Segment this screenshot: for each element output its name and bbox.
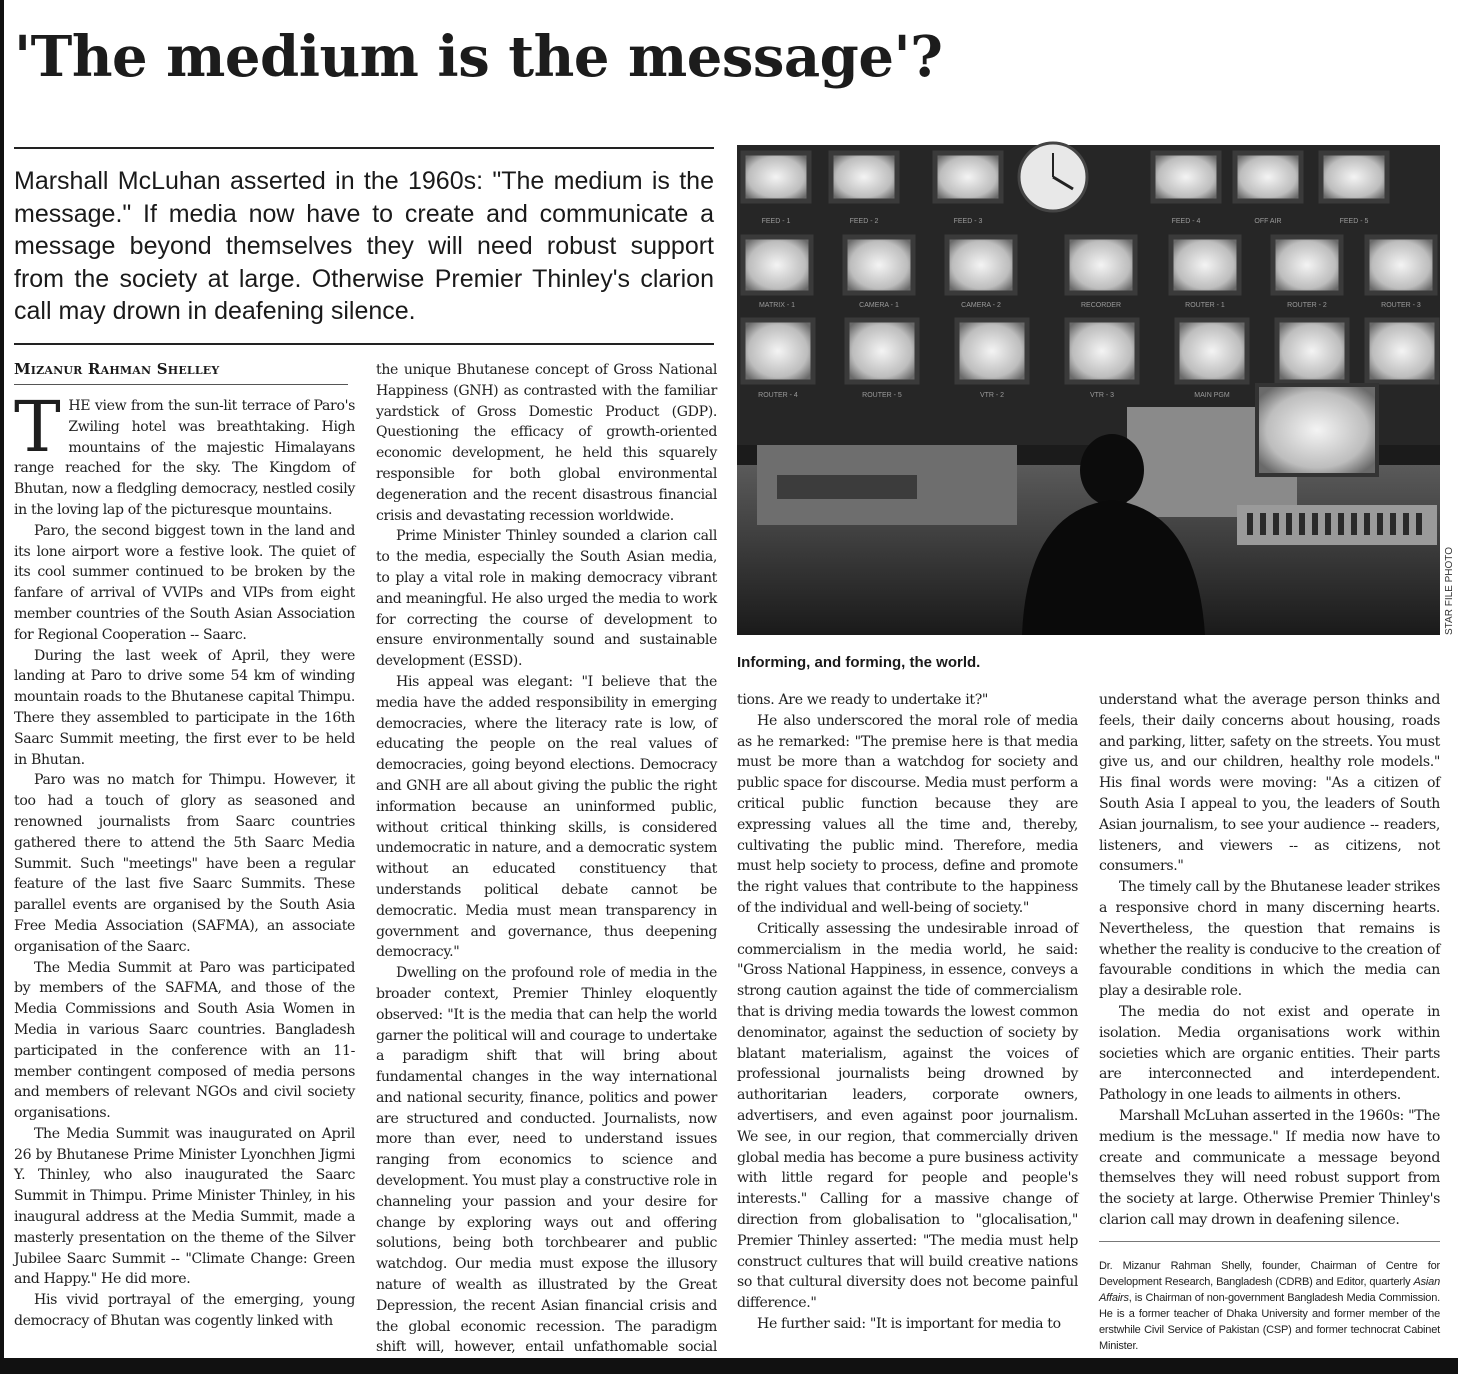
article-paragraph: Paro was no match for Thimpu. However, it too had a touch of glory as seasoned and renowned journalists from Saarc countries gathered there to attend the 5th Saarc Media Summit. Such "meetings" have been a regular feature of the last five Saarc Summits. These parallel events are organised by the South Asia Free Media Association (SAFMA), an associate organisation of the Saarc. [14,772,355,955]
tv-monitor [935,153,1001,201]
mixer-fader [1325,513,1331,535]
article-paragraph: The media do not exist and operate in isolation. Media organisations work within societies which are organic entities. Their parts are interconnected and interdependent. Pathology in one leads to ailments in others. [1099,1003,1440,1104]
photo-caption: Informing, and forming, the world. [737,654,981,671]
photo-credit: STAR FILE PHOTO [1444,547,1455,635]
tv-monitor [947,237,1015,293]
monitor-label: ROUTER - 2 [1287,302,1327,309]
tv-monitor [1321,153,1387,201]
mixer-fader [1390,513,1396,535]
article-paragraph: Prime Minister Thinley sounded a clarion call to the media, especially the South Asian media, to play a vital role in making democracy vibrant and meaningful. He also urged the media to work for correcting the course of development to ensure environmentally sound and sustainable development (ESSD). [376,528,717,670]
tv-monitor [831,153,897,201]
monitor-label: MAIN PGM [1194,392,1230,399]
tv-monitor [743,320,813,382]
article-paragraph: He also underscored the moral role of media as he remarked: "The premise here is that media must be more than a watchdog for society and public space for discourse. Media must perform a critical public function because they are expressing values all the time and, thereby, cultivating the public mind. Therefore, media must help society to process, define and promote the right values that contribute to the happiness of the individual and well-being of society." [737,712,1078,916]
article-paragraph: understand what the average person thinks and feels, their daily concerns about housing, roads and parking, litter, safety on the streets. You must give us, and our children, healthy role models." His final words were moving: "As a citizen of South Asia I appeal to you, the leaders of South Asian journalism, to see your audience -- readers, listeners, and viewers -- as citizens, not consumers." [1099,692,1440,875]
bio-rule [1099,1241,1440,1242]
standfirst: Marshall McLuhan asserted in the 1960s: "The medium is the message." If media now have to create and communicate a message beyond themselves they will need robust support from the society at large. Otherwise Premier Thinley's clarion call may drown in deafening silence. [14,167,714,325]
article-column-3 [737,690,1078,1358]
article-paragraph: Dwelling on the profound role of media in the broader context, Premier Thinley eloquently observed: "It is the media that can help the world garner the political will and courage to undertake a paradigm shift that will bring about fundamental changes in the way international and national security, finance, politics and power are structured and conducted. Journalists, now more than ever, need to understand issues ranging from economics to science and development. You must play a constructive role in channeling your passion and your desire for change by exploring ways out and offering solutions, being both torchbearer and public watchdog. Our media must expose the illusory nature of wealth as illustrated by the Great Depression, the recent Asian financial crisis and the global economic recession. The paradigm shift will, however, entail unfathomable social [376,965,717,1356]
mixer-fader [1364,513,1370,535]
monitor-label: ROUTER - 1 [1185,302,1225,309]
mixer-fader [1338,513,1344,535]
tv-monitor [1153,153,1219,201]
page-border [0,0,4,1358]
tv-monitor [1367,237,1435,293]
monitor-label: RECORDER [1080,302,1122,309]
monitor-label: VTR - 3 [1089,392,1115,399]
author-bio: Dr. Mizanur Rahman Shelly, founder, Chairman of Centre for Development Research, Bangladesh (CDRB) and Editor, quarterly Asian Affairs, is Chairman of non-government Bangladesh Media Commission. He is a former teacher of Dhaka University and former member of the erstwhile Civil Service of Pakistan (CSP) and former technocrat Cabinet Minister. [1099,1260,1440,1352]
tv-monitor [1235,153,1301,201]
tv-monitor [1177,320,1247,382]
tv-monitor [1367,320,1437,382]
mixer-fader [1247,513,1253,535]
article-paragraph: tions. Are we ready to undertake it?" [737,692,989,708]
article-paragraph: The Media Summit at Paro was participated by members of the SAFMA, and those of the Media Commissions and South Asia Women in Media in various Saarc countries. Bangladesh participated in the conference with an 11-member contingent composed of media persons and members of relevant NGOs and civil society organisations. [14,959,355,1122]
article-column-4 [1099,690,1440,1230]
mixer-fader [1416,513,1422,535]
article-paragraph: the unique Bhutanese concept of Gross National Happiness (GNH) as contrasted with the familiar yardstick of Gross Domestic Product (GDP). Questioning the efficacy of growth-oriented economic development, he held this squarely responsible for both global environmental degeneration and the recent disastrous financial crisis and devastating recession worldwide. [376,362,717,524]
article-paragraph: Paro, the second biggest town in the land and its lone airport wore a festive look. The quiet of its cool summer continued to be broken by the fanfare of arrival of VVIPs and VIPs from eight member countries of the South Asian Association for Regional Cooperation -- Saarc. [14,522,355,643]
tv-monitor [847,320,917,382]
byline: Mizanur Rahman Shelley [14,360,220,378]
mixer-fader [1260,513,1266,535]
article-paragraph: THE view from the sun-lit terrace of Paro's Zwiling hotel was breathtaking. High mountains of the majestic Himalayans range reached for the sky. The Kingdom of Bhutan, now a fledgling democracy, nestled cosily in the loving lap of the picturesque mountains. [14,386,355,518]
monitor-label: ROUTER - 4 [758,392,798,399]
mixer-fader [1351,513,1357,535]
mixer-fader [1299,513,1305,535]
monitor-label: ROUTER - 3 [1381,302,1421,309]
monitor-label: CAMERA - 1 [859,302,899,309]
article-paragraph: The timely call by the Bhutanese leader strikes a responsive chord in many discerning hearts. Nevertheless, the question that remains is whether the reality is conducive to the creation of favourable conditions in which the media can play a desirable role. [1099,879,1440,1000]
mixer-fader [1403,513,1409,535]
monitor-label: MATRIX - 1 [758,302,796,309]
divider [14,343,714,345]
page-bottom-bar [0,1358,1458,1374]
article-paragraph: Critically assessing the undesirable inroad of commercialism in the media world, he said: "Gross National Happiness, in essence, conveys a strong caution against the tide of commercialism that is driving media towards the lowest common denominator, against the seduction of society by blatant materialism, against the voices of professional journalists being drowned by authoritarian leaders, corporate owners, advertisers, and even against poor journalism. We see, in our region, that commercially driven global media has become a pure business activity with little regard for people and people's interests." Calling for a massive change of direction from globalisation to "glocalisation," Premier Thinley asserted: "The media must help construct cultures that will build creative nations so that cultural diversity does not become painful difference." [737,920,1078,1312]
control-room-photo [737,145,1440,635]
mixer-fader [1273,513,1279,535]
mixer-fader [1286,513,1292,535]
tv-monitor [743,237,811,293]
monitor-label: ROUTER - 5 [862,392,902,399]
monitor-label: VTR - 2 [979,392,1005,399]
tv-monitor [957,320,1027,382]
drop-cap: T [14,386,61,468]
mixer-fader [1377,513,1383,535]
article-column-2 [376,360,717,1358]
byline-rule [14,384,348,385]
article-paragraph: His vivid portrayal of the emerging, young democracy of Bhutan was cogently linked with [14,1292,355,1330]
tv-monitor [743,153,809,201]
article-paragraph: He further said: "It is important for media to [757,1315,1061,1332]
mixer-fader [1312,513,1318,535]
photo-illustration [737,145,1440,635]
monitor-label: FEED - 2 [849,218,879,225]
tv-monitor [1067,237,1135,293]
divider [14,147,714,149]
tv-monitor [1277,320,1347,382]
publication-name: Asian Affairs [1099,1276,1440,1304]
tv-monitor [1067,320,1137,382]
monitor-label: CAMERA - 2 [961,302,1001,309]
article-paragraph: The Media Summit was inaugurated on April 26 by Bhutanese Prime Minister Lyonchhen Jigmi Y. Thinley, who also inaugurated the Saarc Summit in Thimpu. Prime Minister Thinley, in his inaugural address at the Media Summit, made a masterly presentation on the theme of the Silver Jubilee Saarc Summit -- "Climate Change: Green and Happy." He did more. [14,1125,355,1288]
tv-monitor [1171,237,1239,293]
monitor-label: FEED - 5 [1339,218,1369,225]
article-paragraph: During the last week of April, they were landing at Paro to drive some 54 km of winding mountain roads to the Bhutanese capital Thimpu. There they assembled to participate in the 16th Saarc Summit meeting, the first ever to be held in Bhutan. [14,647,355,768]
headline: 'The medium is the message'? [14,24,943,90]
monitor-label: FEED - 4 [1171,218,1201,225]
article-paragraph: His appeal was elegant: "I believe that the media have the added responsibility in emerging democracies, where the literacy rate is low, of educating the people on the real values of democracies, going beyond elections. Democracy and GNH are all about giving the public the right information because an uninformed public, without critical thinking skills, is considered undemocratic in nature, and a democratic system without an educated constituency that understands political debate cannot be democratic. Media must mean transparency in government and governance, thus deepening democracy." [376,673,717,961]
monitor-label: FEED - 3 [953,218,983,225]
monitor-label: OFF AIR [1254,218,1282,225]
operator-silhouette [1080,434,1144,506]
monitor-label: FEED - 1 [761,218,791,225]
tv-monitor [1273,237,1341,293]
article-column-1 [14,386,355,1358]
tv-monitor [845,237,913,293]
article-paragraph: Marshall McLuhan asserted in the 1960s: "The medium is the message." If media now have to create and communicate a message beyond themselves they will need robust support from the society at large. Otherwise Premier Thinley's clarion call may drown in deafening silence. [1099,1107,1440,1228]
